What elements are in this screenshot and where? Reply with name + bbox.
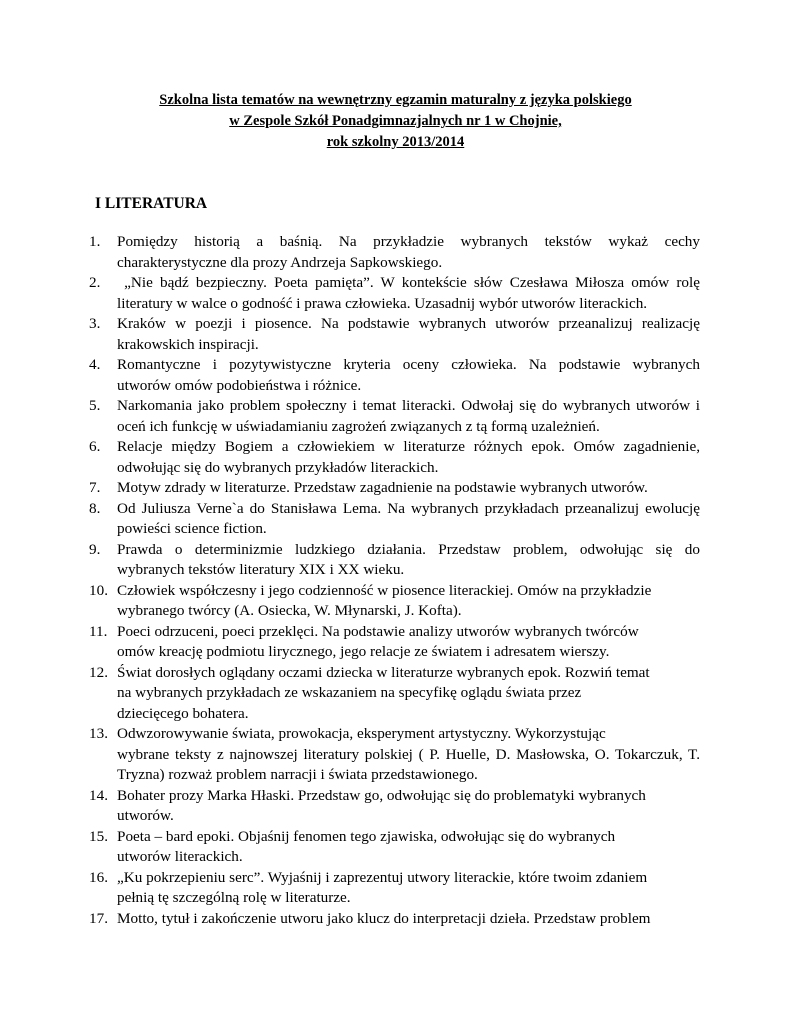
topic-text-line: utworów literackich.: [117, 848, 243, 865]
topic-text-line: dziecięcego bohatera.: [117, 704, 249, 722]
header-school-year: rok szkolny 2013/2014: [326, 134, 465, 150]
list-item: [89, 581, 700, 622]
list-item: [89, 724, 700, 786]
topic-number: 1.: [89, 233, 101, 250]
topic-number: 16.: [89, 868, 108, 886]
list-item: [89, 273, 700, 314]
list-item: [89, 540, 700, 581]
topic-number: 5.: [89, 397, 101, 414]
list-item: [89, 827, 700, 868]
topic-text-line: Od Juliusza Verne`a do Stanisława Lema. Na wybranych przykładach przeanalizuj ewolucję: [117, 499, 700, 517]
topic-text-line: Tryzna) rozważ problem narracji i świata przedstawionego.: [117, 766, 478, 783]
section-title: I LITERATURA: [95, 195, 208, 212]
topic-text-line: „Ku pokrzepieniu serc”. Wyjaśnij i zaprezentuj utwory literackie, które twoim zdaniem: [117, 868, 648, 886]
list-item: [89, 622, 700, 663]
topic-text-line: Bohater prozy Marka Hłaski. Przedstaw go, odwołując się do problematyki wybranych: [117, 786, 646, 804]
topic-number: 10.: [89, 581, 108, 599]
topic-text-line: powieści science fiction.: [117, 520, 267, 537]
topic-number: 6.: [89, 438, 101, 455]
topic-text-line: wybranego twórcy (A. Osiecka, W. Młynarski, J. Kofta).: [117, 602, 462, 619]
topic-text-line: Prawda o determinizmie ludzkiego działania. Przedstaw problem, odwołując się do: [117, 540, 700, 558]
topic-number: 17.: [89, 909, 108, 927]
topic-number: 15.: [89, 827, 108, 845]
topic-text-line: Odwzorowywanie świata, prowokacja, eksperyment artystyczny. Wykorzystując: [117, 725, 606, 742]
topic-text-line: wybranych tekstów literatury XIX i XX wieku.: [117, 561, 405, 578]
topic-text-line: omów kreację podmiotu lirycznego, jego relacje ze światem i adresatem wierszy.: [117, 643, 610, 660]
topic-text-line: Pomiędzy historią a baśnią. Na przykładzie wybranych tekstów wykaż cechy: [117, 233, 700, 250]
topic-number: 2.: [89, 274, 101, 291]
list-item: [89, 437, 700, 478]
list-item: [89, 314, 700, 355]
topic-text-line: odwołując się do wybranych przykładów literackich.: [117, 458, 439, 476]
header-school: w Zespole Szkół Ponadgimnazjalnych nr 1 w Chojnie,: [229, 113, 562, 129]
document-header: [0, 90, 791, 153]
list-item: [89, 499, 700, 540]
topic-number: 9.: [89, 540, 101, 558]
list-item: [89, 355, 700, 396]
topic-text-line: Człowiek współczesny i jego codzienność w piosence literackiej. Omów na przykładzie: [117, 581, 652, 599]
topic-text-line: utworów.: [117, 807, 174, 824]
topic-text-line: pełnią tę szczególną rolę w literaturze.: [117, 889, 351, 906]
topic-number: 14.: [89, 786, 108, 804]
topic-text-line: Motyw zdrady w literaturze. Przedstaw zagadnienie na podstawie wybranych utworów.: [117, 479, 648, 496]
list-item: [89, 232, 700, 273]
topic-text-line: Świat dorosłych oglądany oczami dziecka w literaturze wybranych epok. Rozwiń temat: [117, 663, 650, 681]
list-item: [89, 909, 700, 930]
topic-number: 13.: [89, 725, 108, 742]
topic-text-line: Relacje między Bogiem a człowiekiem w literaturze różnych epok. Omów zagadnienie,: [117, 438, 700, 455]
list-item: [89, 868, 700, 909]
topic-text-line: Motto, tytuł i zakończenie utworu jako klucz do interpretacji dzieła. Przedstaw problem: [117, 909, 651, 927]
topic-text-line: „Nie bądź bezpieczny. Poeta pamięta”. W kontekście słów Czesława Miłosza omów rolę: [117, 274, 700, 291]
list-item: [89, 478, 700, 499]
list-item: [89, 396, 700, 437]
topic-text-line: Poeci odrzuceni, poeci przeklęci. Na podstawie analizy utworów wybranych twórców: [117, 622, 639, 640]
topic-text-line: krakowskich inspiracji.: [117, 335, 259, 353]
topic-text-line: wybrane teksty z najnowszej literatury polskiej ( P. Huelle, D. Masłowska, O. Tokarczuk, T.: [117, 745, 700, 763]
topic-text-line: na wybranych przykładach ze wskazaniem na specyfikę oglądu świata przez: [117, 684, 582, 701]
topic-number: 8.: [89, 499, 101, 517]
header-title: Szkolna lista tematów na wewnętrzny egzamin maturalny z języka polskiego: [159, 92, 632, 108]
topic-text-line: oceń ich funkcję w uświadamianiu zagrożeń związanych z tą formą uzależnień.: [117, 417, 600, 435]
topic-number: 3.: [89, 315, 101, 332]
topic-number: 11.: [89, 622, 108, 640]
topic-text-line: literatury w walce o godność i prawa człowieka. Uzasadnij wybór utworów literackich.: [117, 294, 648, 312]
topic-text-line: Romantyczne i pozytywistyczne kryteria oceny człowieka. Na podstawie wybranych: [117, 356, 700, 373]
topic-number: 4.: [89, 356, 101, 373]
topic-number: 7.: [89, 479, 101, 496]
topic-text-line: Kraków w poezji i piosence. Na podstawie wybranych utworów przeanalizuj realizację: [117, 315, 700, 332]
topic-text-line: utworów omów podobieństwa i różnice.: [117, 376, 362, 394]
topic-text-line: Poeta – bard epoki. Objaśnij fenomen tego zjawiska, odwołując się do wybranych: [117, 827, 616, 845]
list-item: [89, 663, 700, 725]
topic-text-line: charakterystyczne dla prozy Andrzeja Sapkowskiego.: [117, 253, 443, 271]
topic-list: [89, 232, 700, 929]
topic-number: 12.: [89, 663, 108, 681]
list-item: [89, 786, 700, 827]
topic-text-line: Narkomania jako problem społeczny i temat literacki. Odwołaj się do wybranych utworów i: [117, 397, 700, 414]
